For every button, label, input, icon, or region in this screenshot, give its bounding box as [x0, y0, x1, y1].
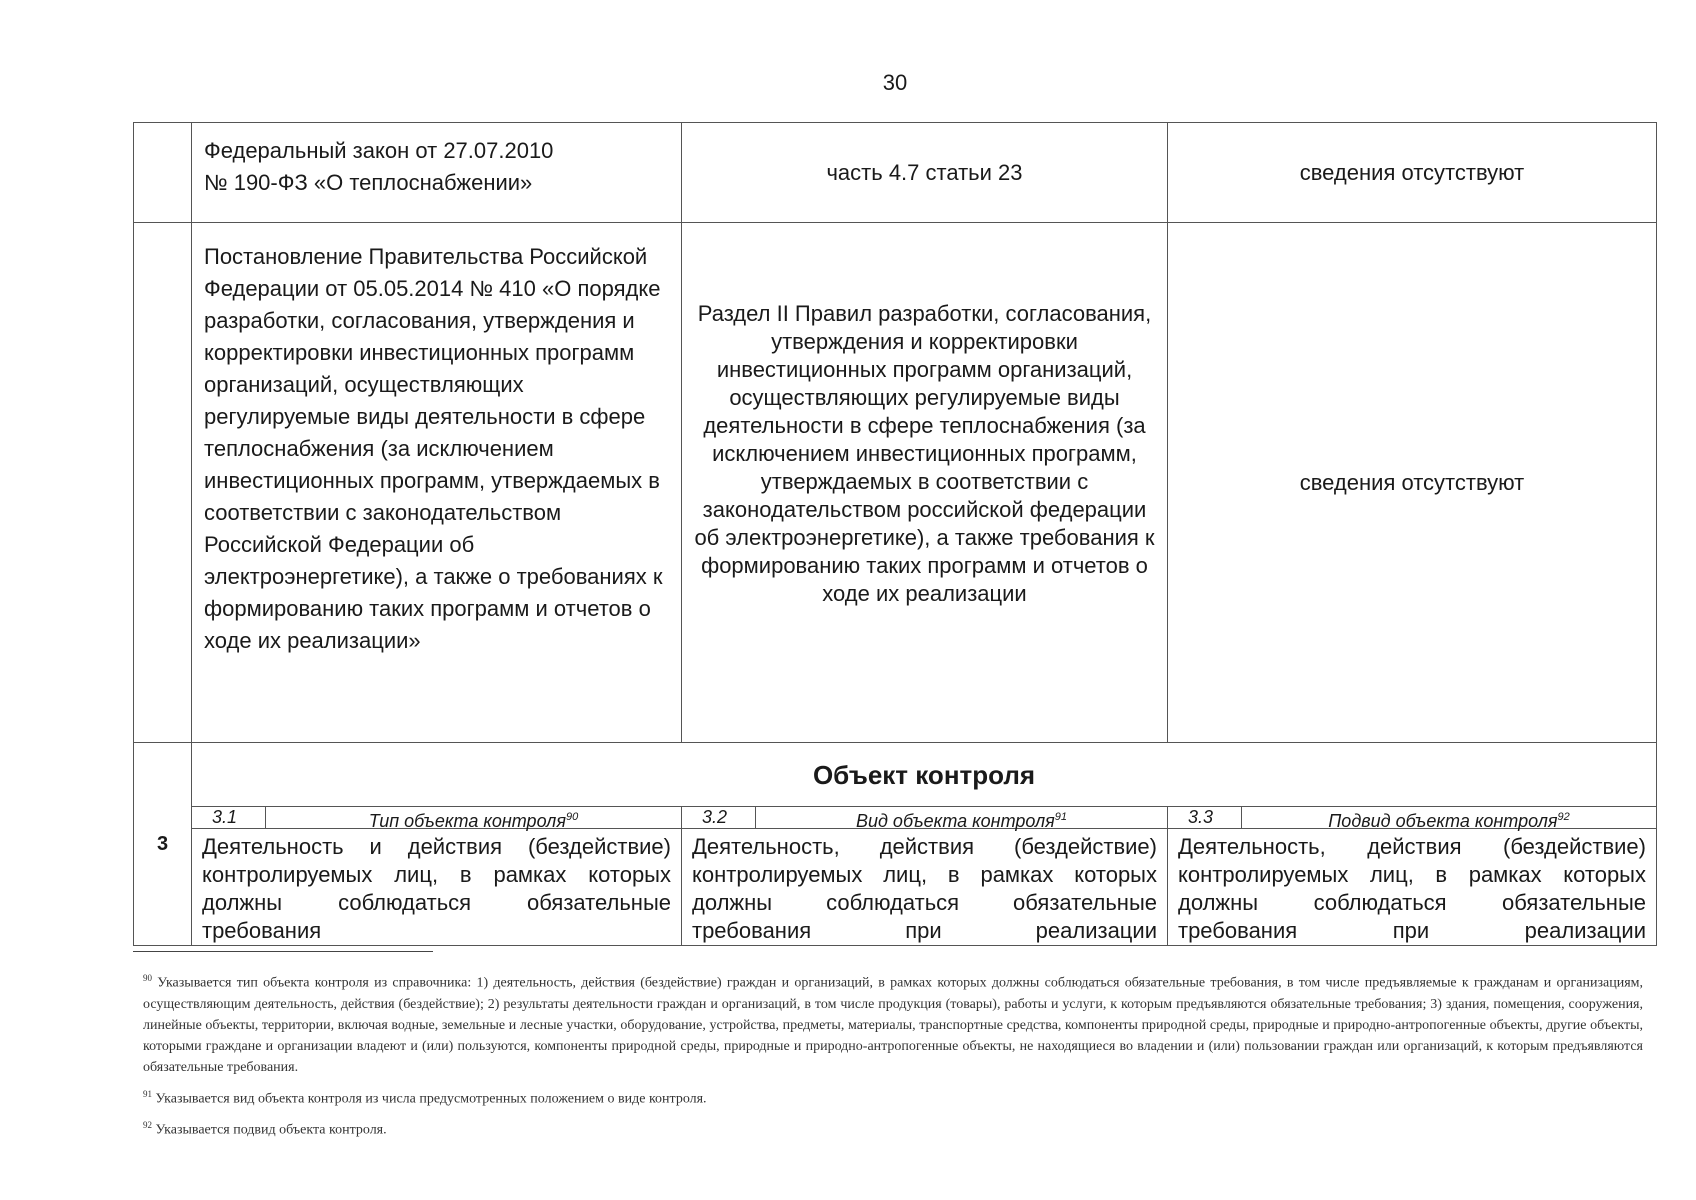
- subheader-label: Вид объекта контроля$^{91}$: [855, 811, 1068, 831]
- provision-cell: часть 4.7 статьи 23: [682, 123, 1168, 222]
- subheader-row: [192, 807, 1656, 829]
- footnotes: [143, 968, 1643, 1147]
- table-row: [134, 123, 1656, 223]
- subheader-kind: [682, 807, 1168, 831]
- subheader-num: 3.2: [682, 807, 756, 828]
- regulation-table: [133, 122, 1657, 946]
- object-kind-text: Деятельность, действия (бездействие) контролируемых лиц, в рамках которых должны соблюдаться обязательные требования при реализации: [682, 829, 1168, 945]
- subheader-num: 3.3: [1168, 807, 1242, 828]
- subheader-num: 3.1: [192, 807, 266, 828]
- object-subkind-text: Деятельность, действия (бездействие) контролируемых лиц, в рамках которых должны соблюдаться обязательные требования при реализации: [1178, 834, 1646, 943]
- content-row: [192, 829, 1656, 945]
- subheader-label: Подвид объекта контроля$^{92}$: [1328, 811, 1570, 831]
- row-number-cell: [134, 223, 192, 742]
- row-number-cell: [134, 123, 192, 222]
- subheader-label: Тип объекта контроля$^{90}$: [368, 811, 579, 831]
- provision-cell: Раздел II Правил разработки, согласования, утверждения и корректировки инвестиционных программ организаций, осуществляющих регулируемые виды деятельности в сфере теплоснабжения (за исключением инвестиционных программ, утверждаемых в соответствии с законодательством российской федерации об электроэнергетике), а также требования к формированию таких программ и отчетов о ходе их реализации: [682, 223, 1168, 742]
- subheader-subkind: [1168, 807, 1656, 831]
- object-type-text: Деятельность и действия (бездействие) контролируемых лиц, в рамках которых должны соблюдаться обязательные требования: [192, 829, 682, 945]
- footnote-divider: [133, 951, 433, 952]
- act-cell: Федеральный закон от 27.07.2010 № 190-ФЗ «О теплоснабжении»: [192, 123, 682, 222]
- footnote: $^{91}$ Указывается вид объекта контроля из числа предусмотренных положением о виде контроля.: [143, 1088, 707, 1107]
- table-row: [134, 223, 1656, 743]
- act-cell: Постановление Правительства Российской Федерации от 05.05.2014 № 410 «О порядке разработки, согласования, утверждения и корректировки инвестиционных программ организаций, осуществляющих регулируемые виды деятельности в сфере теплоснабжения (за исключением инвестиционных программ, утверждаемых в соответствии с законодательством Российской Федерации об электроэнергетике), а также о требованиях к формированию таких программ и отчетов о ходе их реализации»: [192, 223, 682, 742]
- subheader-type: [192, 807, 682, 831]
- info-cell: сведения отсутствуют: [1299, 469, 1525, 495]
- section-row: [134, 743, 1656, 945]
- info-cell: сведения отсутствуют: [1299, 159, 1525, 185]
- page-number: 30: [882, 70, 908, 95]
- section-number: 3: [134, 743, 192, 945]
- footnote: $^{92}$ Указывается подвид объекта контроля.: [143, 1120, 387, 1138]
- section-block: [192, 743, 1656, 945]
- section-title: Объект контроля: [192, 743, 1656, 807]
- footnote: $^{90}$ Указывается тип объекта контроля из справочника: 1) деятельность, действия (бездействие) граждан и организаций, в рамках которых должны соблюдаться обязательные требования, в том числе предъявляемые к гражданам и организациям, осуществляющим деятельность, действия (бездействие); 2) результаты деятельности граждан и организаций, в том числе продукция (товары), работы и услуги, к которым предъявляются обязательные требования; 3) здания, помещения, сооружения, линейные объекты, территории, включая водные, земельные и лесные участки, оборудование, устройства, предметы, материалы, транспортные средства, компоненты природной среды, природные и природно-антропогенные объекты, другие объекты, которыми граждане и организации владеют и (или) пользуются, компоненты природной среды, природные и природно-антропогенные объекты, не находящиеся во владении и (или) пользовании граждан или организаций, к которым предъявляются обязательные требования.: [143, 973, 1643, 1075]
